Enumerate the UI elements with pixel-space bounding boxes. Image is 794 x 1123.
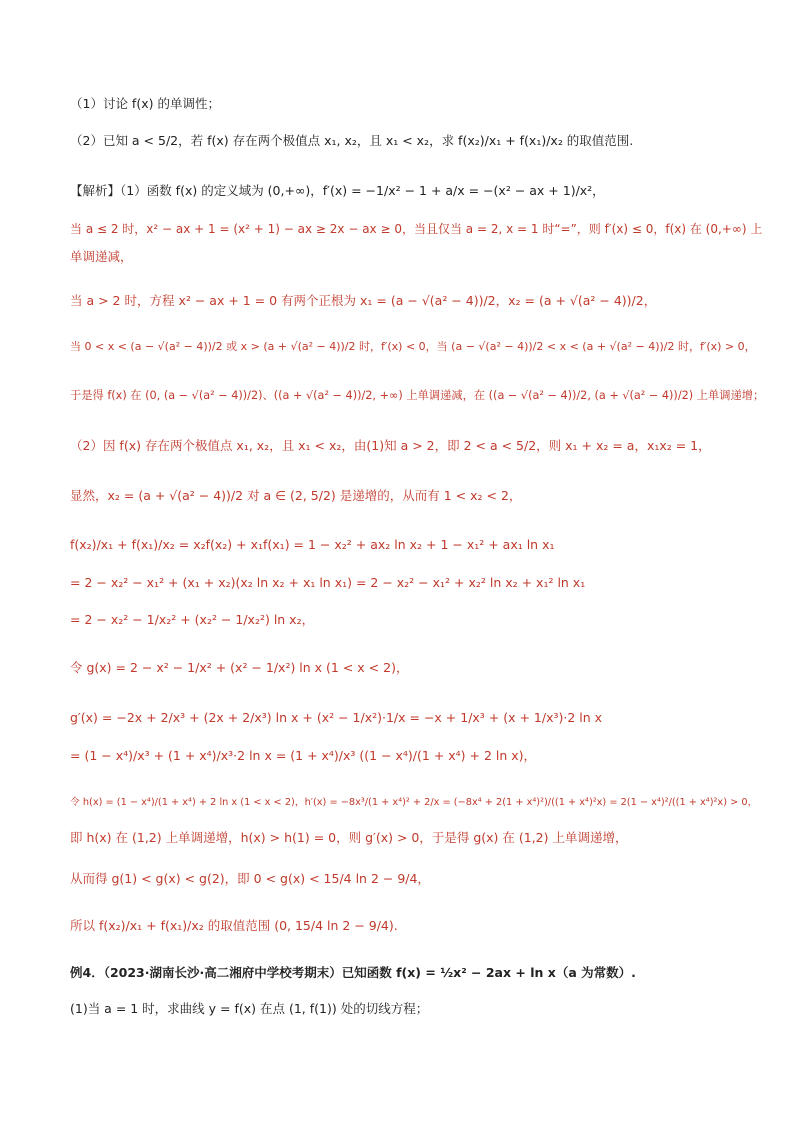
- line-13: = 2 − x₂² − 1/x₂² + (x₂² − 1/x₂²) ln x₂，: [70, 612, 315, 627]
- line-2: （2）已知 a < 5/2，若 f(x) 存在两个极值点 x₁, x₂，且 x₁ < x₂，求 f(x₂)/x₁ + f(x₁)/x₂ 的取值范围.: [70, 133, 634, 148]
- line-12: = 2 − x₂² − x₁² + (x₁ + x₂)(x₂ ln x₂ + x₁ ln x₁) = 2 − x₂² − x₁² + x₂² ln x₂ + x₁² ln x₁: [70, 575, 586, 590]
- line-7: 当 0 < x < (a − √(a² − 4))/2 或 x > (a + √(a² − 4))/2 时，f′(x) < 0，当 (a − √(a² − 4))/2 < x < (a + √(a² − 4))/2 时，f′(x) > 0，: [70, 340, 756, 353]
- line-11: f(x₂)/x₁ + f(x₁)/x₂ = x₂f(x₂) + x₁f(x₁) = 1 − x₂² + ax₂ ln x₂ + 1 − x₁² + ax₁ ln x₁: [70, 537, 555, 552]
- line-22: (1)当 a = 1 时，求曲线 y = f(x) 在点 (1, f(1)) 处的切线方程；: [70, 1001, 429, 1016]
- line-16: = (1 − x⁴)/x³ + (1 + x⁴)/x³·2 ln x = (1 + x⁴)/x³ ((1 − x⁴)/(1 + x⁴) + 2 ln x)，: [70, 748, 537, 763]
- line-8: 于是得 f(x) 在 (0, (a − √(a² − 4))/2)、((a + √(a² − 4))/2, +∞) 上单调递减，在 ((a − √(a² − 4))/2, (a + √(a² − 4))/2) 上单调递增；: [70, 389, 765, 402]
- line-10: 显然，x₂ = (a + √(a² − 4))/2 对 a ∈ (2, 5/2) 是递增的，从而有 1 < x₂ < 2，: [70, 488, 522, 503]
- line-5: 单调递减，: [70, 249, 133, 264]
- line-17: 令 h(x) = (1 − x⁴)/(1 + x⁴) + 2 ln x (1 < x < 2)，h′(x) = −8x³/(1 + x⁴)² + 2/x = (−8x⁴ + 2(1 + x⁴)²)/((1 + x⁴)²x) = 2(1 − x⁴)²/((1 + x⁴)²x) > 0，: [70, 797, 758, 808]
- line-20: 所以 f(x₂)/x₁ + f(x₁)/x₂ 的取值范围 (0, 15/4 ln 2 − 9/4).: [70, 918, 398, 933]
- example-4-title: 例4．（2023·湖南长沙·高二湘府中学校考期末）已知函数 f(x) = ½x² − 2ax + ln x（a 为常数）.: [70, 965, 636, 980]
- line-9: （2）因 f(x) 存在两个极值点 x₁, x₂，且 x₁ < x₂，由(1)知 a > 2，即 2 < a < 5/2，则 x₁ + x₂ = a，x₁x₂ = 1，: [70, 438, 711, 453]
- line-14: 令 g(x) = 2 − x² − 1/x² + (x² − 1/x²) ln x (1 < x < 2)，: [70, 660, 409, 675]
- line-6: 当 a > 2 时，方程 x² − ax + 1 = 0 有两个正根为 x₁ = (a − √(a² − 4))/2，x₂ = (a + √(a² − 4))/2，: [70, 293, 657, 308]
- line-15: g′(x) = −2x + 2/x³ + (2x + 2/x³) ln x + (x² − 1/x²)·1/x = −x + 1/x³ + (x + 1/x³)·2 ln x: [70, 710, 603, 725]
- line-4: 当 a ≤ 2 时，x² − ax + 1 = (x² + 1) − ax ≥ 2x − ax ≥ 0，当且仅当 a = 2, x = 1 时“=”，则 f′(x) ≤ 0，f(x) 在 (0,+∞) 上: [70, 222, 763, 236]
- line-18: 即 h(x) 在 (1,2) 上单调递增，h(x) > h(1) = 0，则 g′(x) > 0，于是得 g(x) 在 (1,2) 上单调递增，: [70, 830, 628, 845]
- line-19: 从而得 g(1) < g(x) < g(2)，即 0 < g(x) < 15/4 ln 2 − 9/4，: [70, 871, 430, 886]
- line-3: 【解析】（1）函数 f(x) 的定义域为 (0,+∞)，f′(x) = −1/x² − 1 + a/x = −(x² − ax + 1)/x²，: [70, 183, 605, 198]
- line-1: （1）讨论 f(x) 的单调性；: [70, 96, 220, 111]
